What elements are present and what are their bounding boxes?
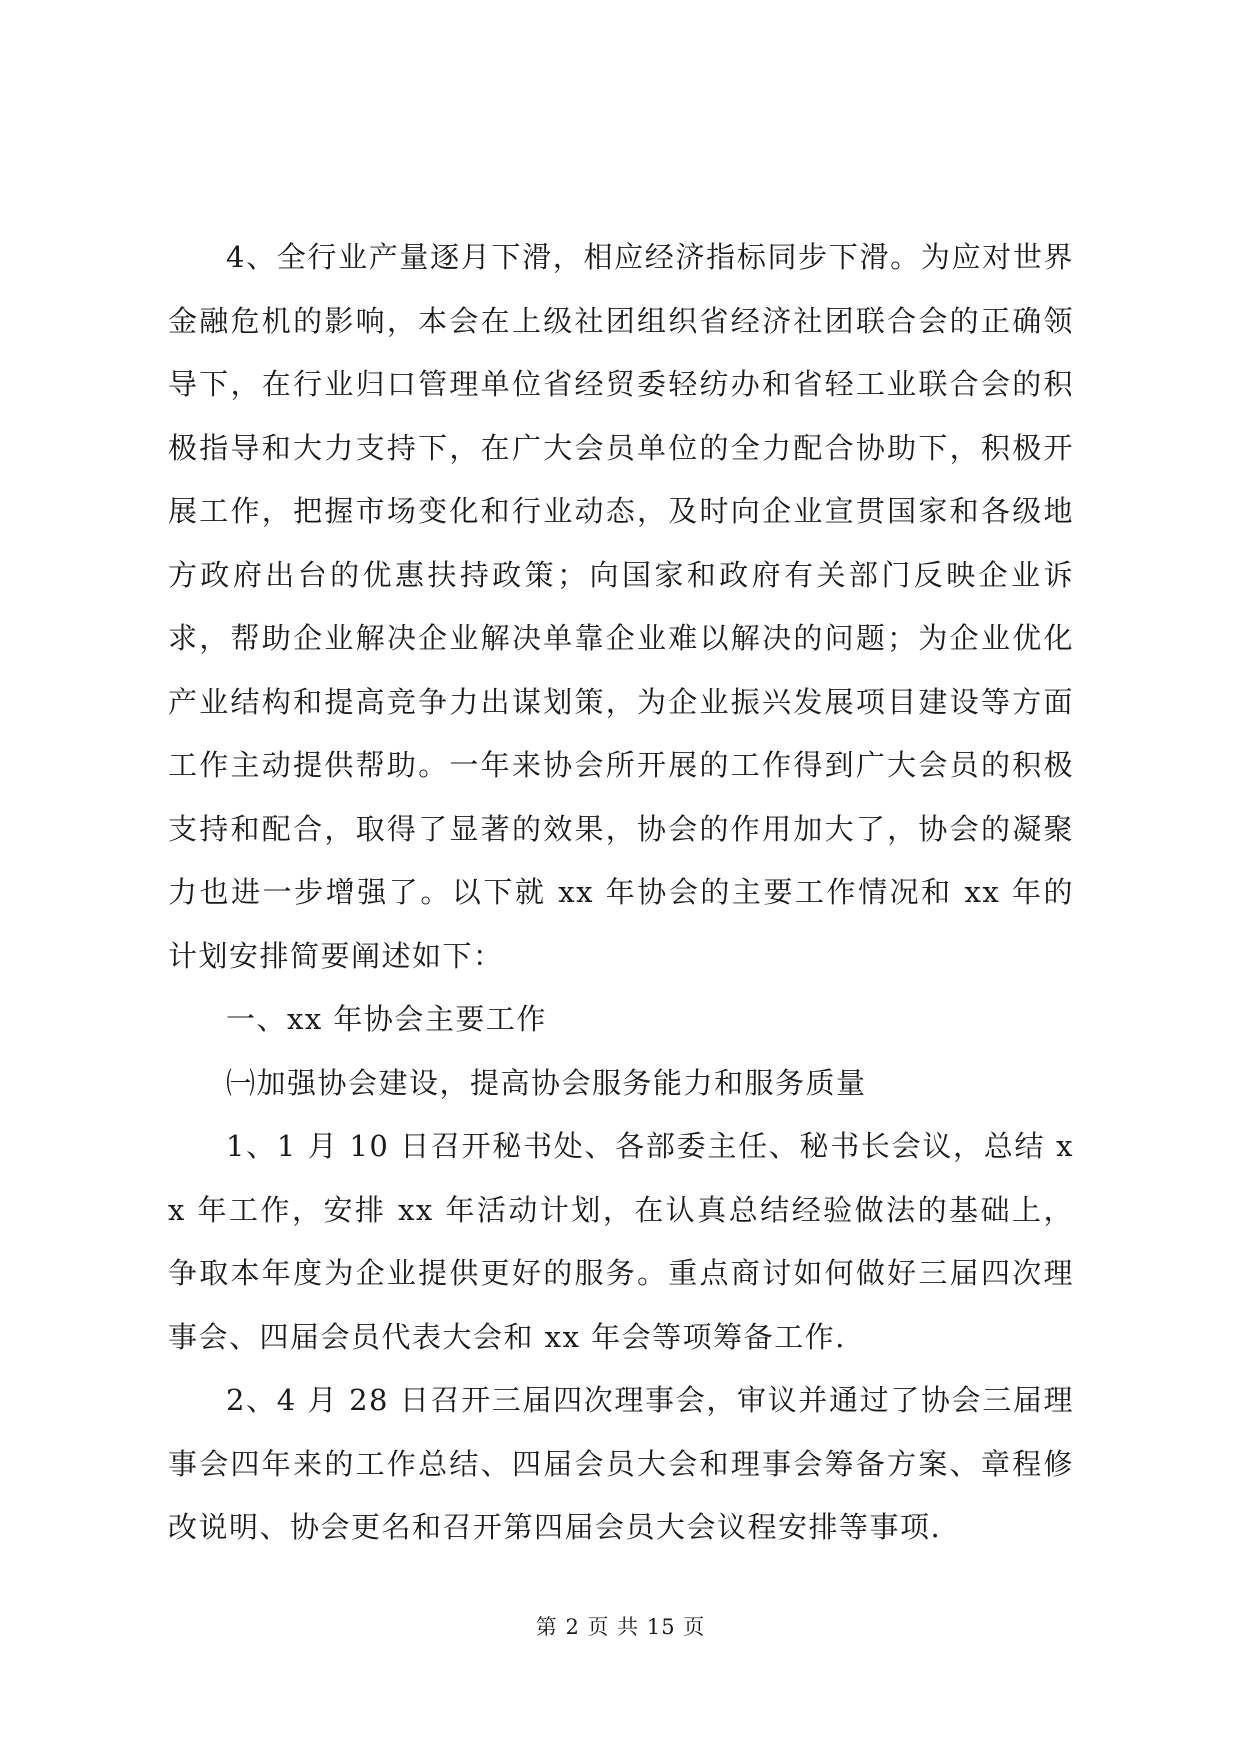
paragraph-item-2: 2、4 月 28 日召开三届四次理事会，审议并通过了协会三届理事会四年来的工作总结、四届会员大会和理事会筹备方案、章程修改说明、协会更名和召开第四届会员大会议程安排等事项. xyxy=(168,1383,1074,1544)
paragraph-item-1: 1、1 月 10 日召开秘书处、各部委主任、秘书长会议，总结 xx 年工作，安排 xx 年活动计划，在认真总结经验做法的基础上，争取本年度为企业提供更好的服务。重点商讨如何做好三届四次理事会、四届会员代表大会和 xx 年会等项筹备工作. xyxy=(168,1129,1074,1354)
page-number-footer: 第 2 页 共 15 页 xyxy=(535,1615,706,1639)
section-heading-main-work: 一、xx 年协会主要工作 xyxy=(226,1002,547,1036)
paragraph-intro: 4、全行业产量逐月下滑，相应经济指标同步下滑。为应对世界金融危机的影响，本会在上级社团组织省经济社团联合会的正确领导下，在行业归口管理单位省经贸委轻纺办和省轻工业联合会的积极指导和大力支持下，在广大会员单位的全力配合协助下，积极开展工作，把握市场变化和行业动态，及时向企业宣贯国家和各级地方政府出台的优惠扶持政策；向国家和政府有关部门反映企业诉求，帮助企业解决企业解决单靠企业难以解决的问题；为企业优化产业结构和提高竞争力出谋划策，为企业振兴发展项目建设等方面工作主动提供帮助。一年来协会所开展的工作得到广大会员的积极支持和配合，取得了显著的效果，协会的作用加大了，协会的凝聚力也进一步增强了。以下就 xx 年协会的主要工作情况和 xx 年的计划安排简要阐述如下： xyxy=(168,240,1074,973)
document-body xyxy=(168,226,1074,1560)
subsection-heading-association-building: ㈠加强协会建设，提高协会服务能力和服务质量 xyxy=(226,1065,867,1100)
